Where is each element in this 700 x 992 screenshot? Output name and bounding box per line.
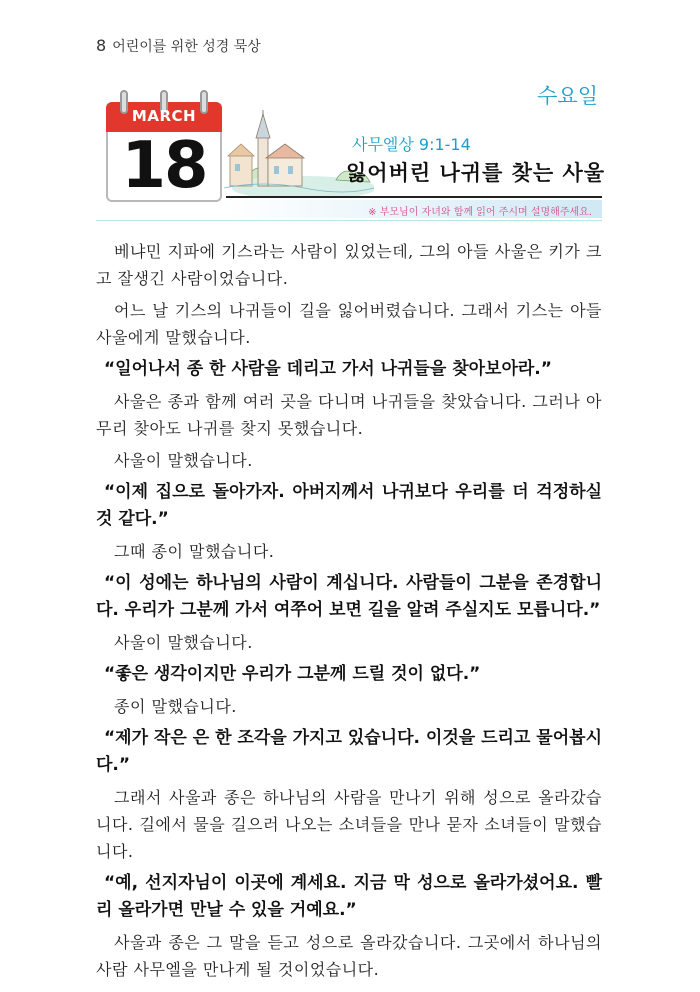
story-paragraph: 어느 날 기스의 나귀들이 길을 잃어버렸습니다. 그래서 기스는 아들 사울에게 말했습니다. <box>96 301 602 347</box>
dialogue-quote: “이제 집으로 돌아가자. 아버지께서 나귀보다 우리를 더 걱정하실 것 같다.” <box>96 482 602 529</box>
story-paragraph: 종이 말했습니다. <box>114 697 237 716</box>
dialogue-quote: “이 성에는 하나님의 사람이 계십니다. 사람들이 그분을 존경합니다. 우리가 그분께 가서 여쭈어 보면 길을 알려 주실지도 모릅니다.” <box>96 573 602 620</box>
dialogue-quote: “일어나서 종 한 사람을 데리고 가서 나귀들을 찾아보아라.” <box>104 359 552 379</box>
story-body <box>96 238 602 988</box>
parent-note: ※ 부모님이 자녀와 함께 읽어 주시며 설명해주세요. <box>368 207 592 218</box>
story-paragraph: 그래서 사울과 종은 하나님의 사람을 만나기 위해 성으로 올라갔습니다. 길에서 물을 길으러 나오는 소녀들을 만나 묻자 소녀들이 말했습니다. <box>96 788 602 861</box>
story-paragraph: 사울이 말했습니다. <box>114 633 253 652</box>
calendar-month: MARCH <box>131 107 197 125</box>
story-paragraph: 사울은 종과 함께 여러 곳을 다니며 나귀들을 찾았습니다. 그러나 아무리 찾아도 나귀를 찾지 못했습니다. <box>96 392 602 438</box>
title-underline <box>226 196 602 198</box>
story-paragraph: 베냐민 지파에 기스라는 사람이 있었는데, 그의 아들 사울은 키가 크고 잘생긴 사람이었습니다. <box>96 242 602 288</box>
calendar-icon <box>106 90 222 204</box>
story-paragraph: 사울이 말했습니다. <box>114 451 253 470</box>
scripture-reference: 사무엘상 9:1-14 <box>352 135 471 154</box>
day-of-week-label: 수요일 <box>537 84 598 108</box>
story-paragraph: 사울과 종은 그 말을 듣고 성으로 올라갔습니다. 그곳에서 하나님의 사람 사무엘을 만나게 될 것이었습니다. <box>96 933 602 979</box>
dialogue-quote: “좋은 생각이지만 우리가 그분께 드릴 것이 없다.” <box>104 664 481 684</box>
dialogue-quote: “제가 작은 은 한 조각을 가지고 있습니다. 이것을 드리고 물어봅시다.” <box>96 728 602 775</box>
book-title: 어린이를 위한 성경 묵상 <box>112 39 261 55</box>
dialogue-quote: “예, 선지자님이 이곳에 계세요. 지금 막 성으로 올라가셨어요. 빨리 올라가면 만날 수 있을 거예요.” <box>96 873 602 920</box>
header-divider <box>96 220 602 221</box>
running-header <box>96 36 261 56</box>
page-title: 잃어버린 나귀를 찾는 사울 <box>346 161 606 185</box>
story-paragraph: 그때 종이 말했습니다. <box>114 542 275 561</box>
page-number: 8 <box>96 36 107 55</box>
calendar-day: 18 <box>121 129 207 203</box>
